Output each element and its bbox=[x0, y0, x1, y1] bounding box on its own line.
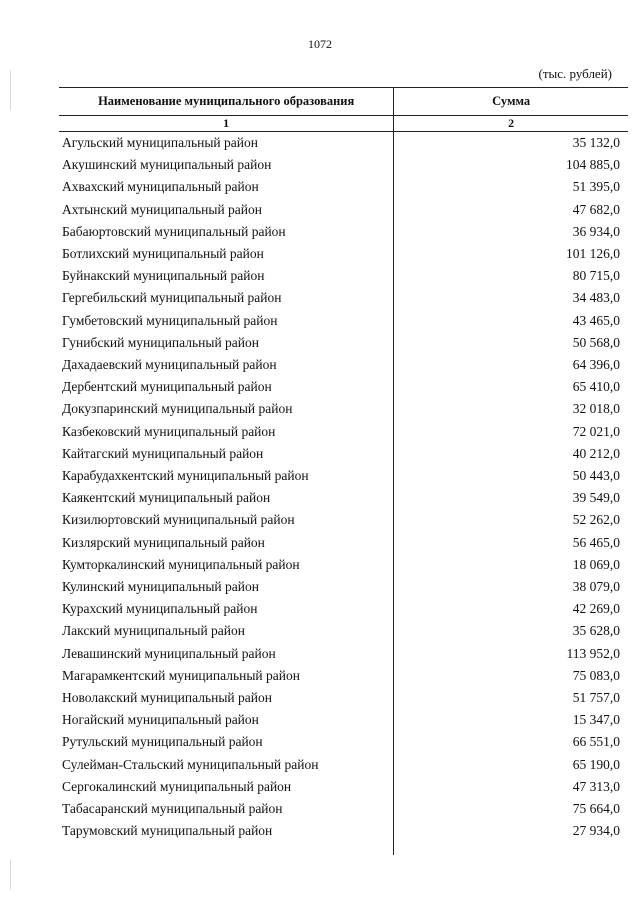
table-row bbox=[59, 554, 628, 576]
amount-value: 52 262,0 bbox=[572, 512, 620, 528]
municipality-name: Гунибский муниципальный район bbox=[59, 332, 394, 354]
amount-value: 43 465,0 bbox=[572, 312, 620, 328]
amount-value: 51 757,0 bbox=[572, 690, 620, 706]
amount-value: 66 551,0 bbox=[572, 734, 620, 750]
scan-edge-mark bbox=[10, 70, 11, 110]
table-row bbox=[59, 132, 628, 155]
municipality-name: Сулейман-Стальский муниципальный район bbox=[59, 754, 394, 776]
amount-value: 38 079,0 bbox=[572, 579, 620, 595]
table-row bbox=[59, 643, 628, 665]
amount-value: 40 212,0 bbox=[572, 445, 620, 461]
table-row bbox=[59, 798, 628, 820]
table-row bbox=[59, 754, 628, 776]
table-row bbox=[59, 354, 628, 376]
table-row bbox=[59, 487, 628, 509]
amount-value: 51 395,0 bbox=[572, 179, 620, 195]
budget-table bbox=[59, 87, 628, 855]
amount-value: 47 682,0 bbox=[572, 201, 620, 217]
table-row bbox=[59, 665, 628, 687]
municipality-name: Карабудахкентский муниципальный район bbox=[59, 465, 394, 487]
table-row bbox=[59, 421, 628, 443]
amount-value: 50 443,0 bbox=[572, 468, 620, 484]
amount-value: 65 410,0 bbox=[572, 379, 620, 395]
municipality-name: Буйнакский муниципальный район bbox=[59, 265, 394, 287]
table-row bbox=[59, 576, 628, 598]
municipality-name: Кулинский муниципальный район bbox=[59, 576, 394, 598]
amount-value: 104 885,0 bbox=[566, 157, 620, 173]
column-number-row bbox=[59, 116, 628, 132]
column-number-sum: 2 bbox=[394, 116, 628, 132]
municipality-name: Гумбетовский муниципальный район bbox=[59, 310, 394, 332]
amount-value: 47 313,0 bbox=[572, 778, 620, 794]
municipality-name: Тарумовский муниципальный район bbox=[59, 820, 394, 854]
amount-value: 42 269,0 bbox=[572, 601, 620, 617]
amount-value: 35 132,0 bbox=[572, 135, 620, 150]
amount-value: 101 126,0 bbox=[566, 246, 620, 262]
municipality-name: Бабаюртовский муниципальный район bbox=[59, 221, 394, 243]
municipality-name: Кумторкалинский муниципальный район bbox=[59, 554, 394, 576]
municipality-name: Ботлихский муниципальный район bbox=[59, 243, 394, 265]
units-label: (тыс. рублей) bbox=[538, 66, 612, 81]
table-row bbox=[59, 376, 628, 398]
municipality-name: Кизилюртовский муниципальный район bbox=[59, 509, 394, 531]
amount-value: 27 934,0 bbox=[572, 823, 620, 839]
municipality-name: Магарамкентский муниципальный район bbox=[59, 665, 394, 687]
municipality-name: Левашинский муниципальный район bbox=[59, 643, 394, 665]
table-row bbox=[59, 687, 628, 709]
scan-edge-mark bbox=[10, 860, 11, 890]
table-row bbox=[59, 310, 628, 332]
municipality-name: Гергебильский муниципальный район bbox=[59, 287, 394, 309]
municipality-name: Дахадаевский муниципальный район bbox=[59, 354, 394, 376]
table-header-row bbox=[59, 88, 628, 116]
municipality-name: Дербентский муниципальный район bbox=[59, 376, 394, 398]
municipality-name: Курахский муниципальный район bbox=[59, 598, 394, 620]
table-row bbox=[59, 199, 628, 221]
amount-value: 56 465,0 bbox=[572, 534, 620, 550]
amount-value: 18 069,0 bbox=[572, 556, 620, 572]
table-row bbox=[59, 776, 628, 798]
amount-value: 50 568,0 bbox=[572, 334, 620, 350]
amount-value: 39 549,0 bbox=[572, 490, 620, 506]
municipality-name: Акушинский муниципальный район bbox=[59, 154, 394, 176]
municipality-name: Агульский муниципальный район bbox=[59, 132, 394, 155]
amount-value: 75 083,0 bbox=[572, 667, 620, 683]
table-row bbox=[59, 820, 628, 854]
amount-value: 15 347,0 bbox=[572, 712, 620, 728]
amount-value: 32 018,0 bbox=[572, 401, 620, 417]
table-row bbox=[59, 243, 628, 265]
table-row bbox=[59, 709, 628, 731]
municipality-name: Докузпаринский муниципальный район bbox=[59, 398, 394, 420]
table-row bbox=[59, 731, 628, 753]
amount-value: 34 483,0 bbox=[572, 290, 620, 306]
table-row bbox=[59, 532, 628, 554]
municipality-name: Ахвахский муниципальный район bbox=[59, 176, 394, 198]
table-row bbox=[59, 287, 628, 309]
header-sum: Сумма bbox=[394, 88, 628, 116]
amount-value: 75 664,0 bbox=[572, 801, 620, 817]
table-row bbox=[59, 221, 628, 243]
municipality-name: Ногайский муниципальный район bbox=[59, 709, 394, 731]
municipality-name: Лакский муниципальный район bbox=[59, 620, 394, 642]
header-name: Наименование муниципального образования bbox=[59, 88, 394, 116]
page-number: 1072 bbox=[308, 37, 332, 51]
municipality-name: Казбековский муниципальный район bbox=[59, 421, 394, 443]
amount-value: 65 190,0 bbox=[572, 756, 620, 772]
amount-value: 113 952,0 bbox=[566, 645, 620, 661]
amount-value: 36 934,0 bbox=[572, 223, 620, 239]
municipality-name: Кизлярский муниципальный район bbox=[59, 532, 394, 554]
municipality-name: Кайтагский муниципальный район bbox=[59, 443, 394, 465]
table-row bbox=[59, 398, 628, 420]
table-row bbox=[59, 443, 628, 465]
amount-value: 72 021,0 bbox=[572, 423, 620, 439]
table-row bbox=[59, 509, 628, 531]
column-number-name: 1 bbox=[59, 116, 394, 132]
amount-value: 35 628,0 bbox=[572, 623, 620, 639]
municipality-name: Табасаранский муниципальный район bbox=[59, 798, 394, 820]
municipality-name: Ахтынский муниципальный район bbox=[59, 199, 394, 221]
table-row bbox=[59, 265, 628, 287]
table-row bbox=[59, 465, 628, 487]
municipality-name: Каякентский муниципальный район bbox=[59, 487, 394, 509]
municipality-name: Рутульский муниципальный район bbox=[59, 731, 394, 753]
municipality-name: Новолакский муниципальный район bbox=[59, 687, 394, 709]
amount-value: 80 715,0 bbox=[572, 268, 620, 284]
table-row bbox=[59, 332, 628, 354]
table-row bbox=[59, 620, 628, 642]
amount-value: 64 396,0 bbox=[572, 357, 620, 373]
table-row bbox=[59, 154, 628, 176]
table-row bbox=[59, 176, 628, 198]
table-row bbox=[59, 598, 628, 620]
municipality-name: Сергокалинский муниципальный район bbox=[59, 776, 394, 798]
